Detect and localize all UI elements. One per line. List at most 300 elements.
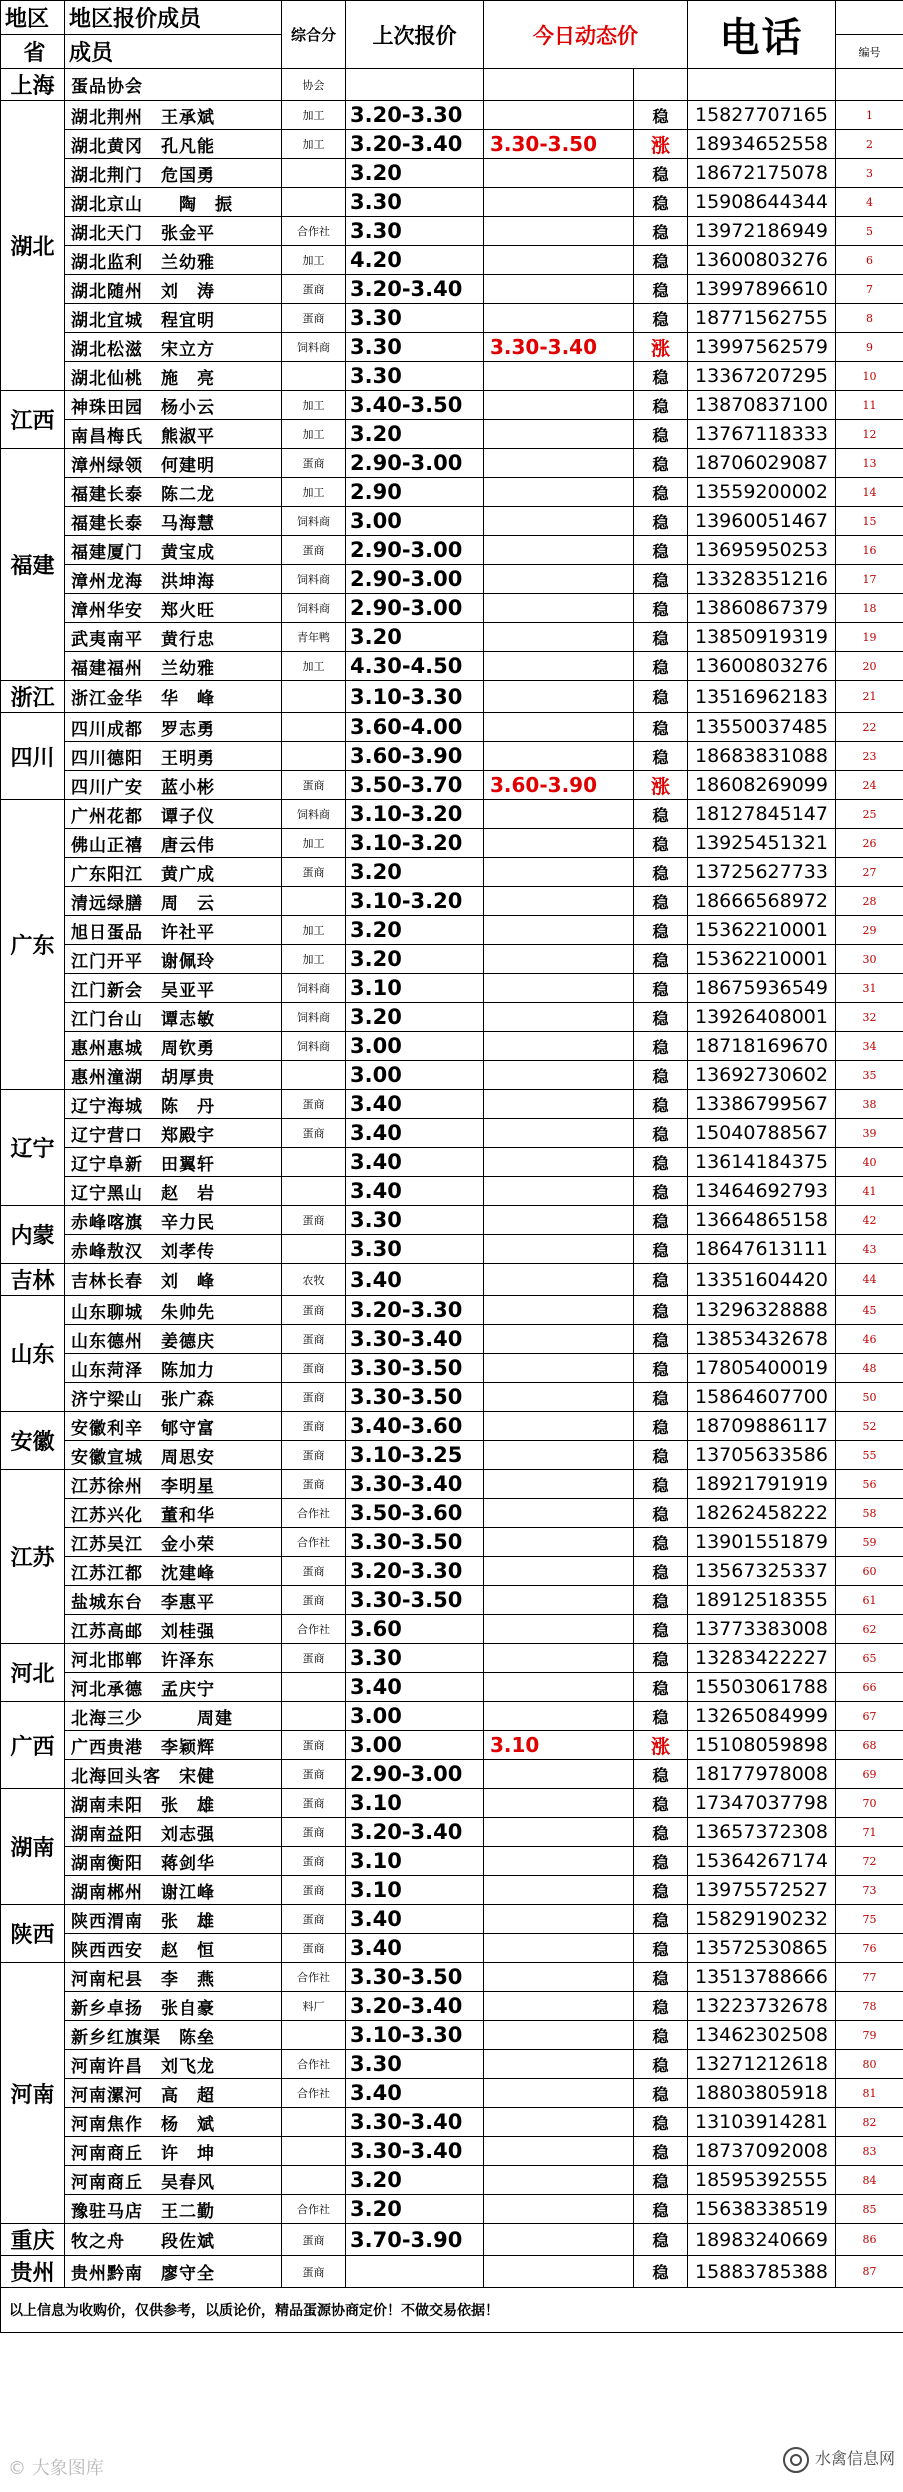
category-cell: 蛋商 — [282, 858, 346, 887]
last-quote-cell — [346, 69, 484, 101]
category-cell: 加工 — [282, 246, 346, 275]
index-cell: 70 — [836, 1789, 903, 1818]
last-quote-cell: 3.30 — [346, 1644, 484, 1673]
last-quote-cell: 3.10-3.20 — [346, 829, 484, 858]
trend-cell: 稳 — [634, 1383, 688, 1412]
category-cell: 蛋商 — [282, 1934, 346, 1963]
trend-cell: 稳 — [634, 829, 688, 858]
category-cell: 合作社 — [282, 1528, 346, 1557]
province-cell: 福建 — [1, 449, 65, 681]
last-quote-cell: 3.30-3.50 — [346, 1354, 484, 1383]
index-cell: 9 — [836, 333, 903, 362]
last-quote-cell: 3.20 — [346, 858, 484, 887]
category-cell — [282, 1235, 346, 1264]
last-quote-cell: 3.30 — [346, 2050, 484, 2079]
watermark-bar — [0, 2440, 903, 2492]
index-cell: 68 — [836, 1731, 903, 1760]
phone-cell: 18718169670 — [688, 1032, 836, 1061]
trend-cell: 稳 — [634, 1760, 688, 1789]
table-row — [1, 1934, 903, 1963]
today-price-cell — [484, 2195, 634, 2224]
last-quote-cell: 3.20 — [346, 945, 484, 974]
member-cell: 湖北黄冈 孔凡能 — [65, 130, 282, 159]
member-cell: 蛋品协会 — [65, 69, 282, 101]
index-cell: 3 — [836, 159, 903, 188]
table-row — [1, 1992, 903, 2021]
last-quote-cell: 3.60-3.90 — [346, 742, 484, 771]
category-cell: 蛋商 — [282, 1876, 346, 1905]
category-cell: 蛋商 — [282, 1383, 346, 1412]
province-cell: 吉林 — [1, 1264, 65, 1296]
trend-cell: 涨 — [634, 1731, 688, 1760]
member-cell: 四川广安 蓝小彬 — [65, 771, 282, 800]
category-cell: 农牧 — [282, 1264, 346, 1296]
last-quote-cell: 4.30-4.50 — [346, 652, 484, 681]
watermark-left: © 大象图库 — [8, 2458, 104, 2479]
index-cell: 75 — [836, 1905, 903, 1934]
member-cell: 福建福州 兰幼雅 — [65, 652, 282, 681]
last-quote-cell: 3.20 — [346, 420, 484, 449]
category-cell: 饲料商 — [282, 507, 346, 536]
last-quote-cell: 3.10-3.20 — [346, 800, 484, 829]
member-cell: 惠州惠城 周钦勇 — [65, 1032, 282, 1061]
table-row — [1, 1206, 903, 1235]
index-cell — [836, 69, 903, 101]
table-row — [1, 507, 903, 536]
category-cell: 蛋商 — [282, 1470, 346, 1499]
phone-cell: 13926408001 — [688, 1003, 836, 1032]
phone-cell: 13901551879 — [688, 1528, 836, 1557]
member-cell: 漳州华安 郑火旺 — [65, 594, 282, 623]
phone-cell: 13657372308 — [688, 1818, 836, 1847]
header-members: 地区报价成员 — [65, 1, 282, 35]
index-cell: 46 — [836, 1325, 903, 1354]
table-row — [1, 1119, 903, 1148]
category-cell — [282, 742, 346, 771]
table-row — [1, 1847, 903, 1876]
member-cell: 四川成都 罗志勇 — [65, 713, 282, 742]
index-cell: 29 — [836, 916, 903, 945]
phone-cell: 13513788666 — [688, 1963, 836, 1992]
trend-cell: 稳 — [634, 974, 688, 1003]
last-quote-cell: 3.00 — [346, 1032, 484, 1061]
category-cell: 蛋商 — [282, 1325, 346, 1354]
today-price-cell — [484, 1876, 634, 1905]
today-price-cell — [484, 1177, 634, 1206]
today-price-cell — [484, 1235, 634, 1264]
trend-cell — [634, 69, 688, 101]
table-row — [1, 2079, 903, 2108]
last-quote-cell: 3.40-3.50 — [346, 391, 484, 420]
index-cell: 7 — [836, 275, 903, 304]
table-row — [1, 217, 903, 246]
table-row — [1, 1177, 903, 1206]
last-quote-cell: 3.10 — [346, 1847, 484, 1876]
trend-cell: 稳 — [634, 2079, 688, 2108]
trend-cell: 稳 — [634, 1177, 688, 1206]
phone-cell: 13462302508 — [688, 2021, 836, 2050]
index-cell: 8 — [836, 304, 903, 333]
table-row — [1, 1644, 903, 1673]
phone-cell: 18608269099 — [688, 771, 836, 800]
trend-cell: 稳 — [634, 246, 688, 275]
watermark-right — [783, 2446, 895, 2473]
today-price-cell: 3.30-3.50 — [484, 130, 634, 159]
category-cell — [282, 1702, 346, 1731]
today-price-cell — [484, 1148, 634, 1177]
today-price-cell — [484, 1441, 634, 1470]
trend-cell: 稳 — [634, 1090, 688, 1119]
last-quote-cell: 3.30 — [346, 188, 484, 217]
last-quote-cell: 3.30-3.40 — [346, 1470, 484, 1499]
member-cell: 四川德阳 王明勇 — [65, 742, 282, 771]
last-quote-cell: 3.00 — [346, 1702, 484, 1731]
table-row — [1, 478, 903, 507]
phone-cell: 18771562755 — [688, 304, 836, 333]
trend-cell: 稳 — [634, 742, 688, 771]
province-cell: 江西 — [1, 391, 65, 449]
trend-cell: 稳 — [634, 1441, 688, 1470]
table-row — [1, 1264, 903, 1296]
category-cell — [282, 2137, 346, 2166]
today-price-cell — [484, 478, 634, 507]
trend-cell: 稳 — [634, 391, 688, 420]
province-cell: 重庆 — [1, 2224, 65, 2256]
phone-cell: 15827707165 — [688, 101, 836, 130]
index-cell: 84 — [836, 2166, 903, 2195]
last-quote-cell: 3.20-3.30 — [346, 101, 484, 130]
last-quote-cell: 3.10-3.20 — [346, 887, 484, 916]
today-price-cell — [484, 1325, 634, 1354]
header-index: 编号 — [836, 35, 903, 69]
phone-cell: 13767118333 — [688, 420, 836, 449]
index-cell: 73 — [836, 1876, 903, 1905]
trend-cell: 稳 — [634, 1119, 688, 1148]
last-quote-cell: 3.00 — [346, 507, 484, 536]
trend-cell: 稳 — [634, 1148, 688, 1177]
header-index-blank — [836, 1, 903, 35]
member-cell: 新乡卓扬 张自豪 — [65, 1992, 282, 2021]
phone-cell: 18683831088 — [688, 742, 836, 771]
member-cell: 福建长泰 马海慧 — [65, 507, 282, 536]
phone-cell: 13296328888 — [688, 1296, 836, 1325]
category-cell: 蛋商 — [282, 1296, 346, 1325]
table-row — [1, 304, 903, 333]
category-cell: 蛋商 — [282, 1354, 346, 1383]
today-price-cell — [484, 1499, 634, 1528]
trend-cell: 稳 — [634, 1673, 688, 1702]
table-row — [1, 2166, 903, 2195]
index-cell: 26 — [836, 829, 903, 858]
category-cell — [282, 2108, 346, 2137]
table-row — [1, 1061, 903, 1090]
category-cell: 蛋商 — [282, 1818, 346, 1847]
trend-cell: 稳 — [634, 1264, 688, 1296]
member-cell: 贵州黔南 廖守全 — [65, 2256, 282, 2288]
member-cell: 江苏徐州 李明星 — [65, 1470, 282, 1499]
index-cell: 85 — [836, 2195, 903, 2224]
index-cell: 40 — [836, 1148, 903, 1177]
last-quote-cell: 3.50-3.60 — [346, 1499, 484, 1528]
category-cell: 合作社 — [282, 217, 346, 246]
index-cell: 79 — [836, 2021, 903, 2050]
trend-cell: 稳 — [634, 2166, 688, 2195]
index-cell: 11 — [836, 391, 903, 420]
last-quote-cell: 3.20 — [346, 623, 484, 652]
member-cell: 湖北天门 张金平 — [65, 217, 282, 246]
index-cell: 80 — [836, 2050, 903, 2079]
today-price-cell — [484, 1992, 634, 2021]
index-cell: 52 — [836, 1412, 903, 1441]
category-cell: 蛋商 — [282, 1557, 346, 1586]
member-cell: 江苏江都 沈建峰 — [65, 1557, 282, 1586]
trend-cell: 稳 — [634, 858, 688, 887]
table-row — [1, 771, 903, 800]
today-price-cell — [484, 800, 634, 829]
table-row — [1, 1441, 903, 1470]
today-price-cell — [484, 420, 634, 449]
province-cell: 四川 — [1, 713, 65, 800]
last-quote-cell: 3.30 — [346, 333, 484, 362]
index-cell: 56 — [836, 1470, 903, 1499]
today-price-cell — [484, 565, 634, 594]
phone-cell: 13559200002 — [688, 478, 836, 507]
member-cell: 河南杞县 李 燕 — [65, 1963, 282, 1992]
member-cell: 湖北松滋 宋立方 — [65, 333, 282, 362]
last-quote-cell: 3.10 — [346, 1876, 484, 1905]
today-price-cell — [484, 1586, 634, 1615]
province-cell: 湖北 — [1, 101, 65, 391]
member-cell: 湖南耒阳 张 雄 — [65, 1789, 282, 1818]
disclaimer-note: 以上信息为收购价，仅供参考，以质论价，精品蛋源协商定价！不做交易依据！ — [1, 2288, 903, 2333]
category-cell: 合作社 — [282, 1499, 346, 1528]
phone-cell: 18803805918 — [688, 2079, 836, 2108]
trend-cell: 稳 — [634, 1499, 688, 1528]
trend-cell: 稳 — [634, 1470, 688, 1499]
trend-cell: 稳 — [634, 2256, 688, 2288]
today-price-cell — [484, 536, 634, 565]
today-price-cell — [484, 1264, 634, 1296]
last-quote-cell: 3.20-3.40 — [346, 130, 484, 159]
member-cell: 河北承德 孟庆宁 — [65, 1673, 282, 1702]
phone-cell: 13925451321 — [688, 829, 836, 858]
index-cell: 38 — [836, 1090, 903, 1119]
index-cell: 32 — [836, 1003, 903, 1032]
trend-cell: 稳 — [634, 800, 688, 829]
today-price-cell — [484, 217, 634, 246]
index-cell: 48 — [836, 1354, 903, 1383]
table-row — [1, 1615, 903, 1644]
member-cell: 山东德州 姜德庆 — [65, 1325, 282, 1354]
today-price-cell — [484, 449, 634, 478]
last-quote-cell: 3.10-3.30 — [346, 2021, 484, 2050]
last-quote-cell: 3.30-3.50 — [346, 1528, 484, 1557]
phone-cell: 13386799567 — [688, 1090, 836, 1119]
last-quote-cell: 3.30-3.50 — [346, 1586, 484, 1615]
wechat-logo-icon — [783, 2447, 809, 2473]
last-quote-cell: 3.20-3.30 — [346, 1296, 484, 1325]
member-cell: 河南许昌 刘飞龙 — [65, 2050, 282, 2079]
last-quote-cell: 3.10 — [346, 974, 484, 1003]
today-price-cell — [484, 681, 634, 713]
category-cell: 饲料商 — [282, 565, 346, 594]
phone-cell: 13600803276 — [688, 246, 836, 275]
index-cell: 30 — [836, 945, 903, 974]
category-cell: 加工 — [282, 420, 346, 449]
table-row — [1, 536, 903, 565]
table-row — [1, 2256, 903, 2288]
index-cell: 2 — [836, 130, 903, 159]
category-cell: 加工 — [282, 652, 346, 681]
phone-cell — [688, 69, 836, 101]
table-row — [1, 1557, 903, 1586]
phone-cell: 13860867379 — [688, 594, 836, 623]
province-cell: 内蒙 — [1, 1206, 65, 1264]
trend-cell: 稳 — [634, 507, 688, 536]
today-price-cell — [484, 1905, 634, 1934]
trend-cell: 稳 — [634, 2224, 688, 2256]
province-cell: 上海 — [1, 69, 65, 101]
table-row — [1, 565, 903, 594]
province-cell: 陕西 — [1, 1905, 65, 1963]
trend-cell: 稳 — [634, 565, 688, 594]
price-rows — [1, 69, 903, 2288]
trend-cell: 稳 — [634, 1235, 688, 1264]
last-quote-cell: 2.90-3.00 — [346, 1760, 484, 1789]
today-price-cell — [484, 2224, 634, 2256]
member-cell: 惠州潼湖 胡厚贵 — [65, 1061, 282, 1090]
category-cell: 合作社 — [282, 1615, 346, 1644]
trend-cell: 稳 — [634, 1876, 688, 1905]
last-quote-cell: 2.90-3.00 — [346, 536, 484, 565]
trend-cell: 稳 — [634, 1586, 688, 1615]
trend-cell: 稳 — [634, 2137, 688, 2166]
index-cell: 45 — [836, 1296, 903, 1325]
last-quote-cell: 3.40 — [346, 1177, 484, 1206]
last-quote-cell: 3.20 — [346, 1003, 484, 1032]
member-cell: 福建厦门 黄宝成 — [65, 536, 282, 565]
today-price-cell — [484, 362, 634, 391]
table-row — [1, 1354, 903, 1383]
table-row — [1, 800, 903, 829]
member-cell: 江门新会 吴亚平 — [65, 974, 282, 1003]
last-quote-cell: 3.40-3.60 — [346, 1412, 484, 1441]
phone-cell: 13960051467 — [688, 507, 836, 536]
phone-cell: 13328351216 — [688, 565, 836, 594]
phone-cell: 13850919319 — [688, 623, 836, 652]
trend-cell: 稳 — [634, 713, 688, 742]
phone-cell: 13972186949 — [688, 217, 836, 246]
member-cell: 旭日蛋品 许社平 — [65, 916, 282, 945]
phone-cell: 18672175078 — [688, 159, 836, 188]
today-price-cell — [484, 594, 634, 623]
trend-cell: 稳 — [634, 1847, 688, 1876]
today-price-cell — [484, 1615, 634, 1644]
today-price-cell — [484, 1354, 634, 1383]
trend-cell: 稳 — [634, 623, 688, 652]
phone-cell: 13550037485 — [688, 713, 836, 742]
category-cell: 蛋商 — [282, 1441, 346, 1470]
member-cell: 漳州龙海 洪坤海 — [65, 565, 282, 594]
today-price-cell — [484, 623, 634, 652]
table-row — [1, 1731, 903, 1760]
category-cell: 蛋商 — [282, 1731, 346, 1760]
index-cell: 39 — [836, 1119, 903, 1148]
trend-cell: 稳 — [634, 945, 688, 974]
phone-cell: 13572530865 — [688, 1934, 836, 1963]
category-cell: 饲料商 — [282, 594, 346, 623]
index-cell: 24 — [836, 771, 903, 800]
index-cell: 25 — [836, 800, 903, 829]
table-row — [1, 2195, 903, 2224]
province-cell: 广西 — [1, 1702, 65, 1789]
phone-cell: 18709886117 — [688, 1412, 836, 1441]
category-cell: 加工 — [282, 391, 346, 420]
last-quote-cell: 3.00 — [346, 1061, 484, 1090]
last-quote-cell: 3.30-3.40 — [346, 2108, 484, 2137]
today-price-cell — [484, 713, 634, 742]
index-cell: 23 — [836, 742, 903, 771]
today-price-cell: 3.60-3.90 — [484, 771, 634, 800]
table-row — [1, 1470, 903, 1499]
category-cell: 蛋商 — [282, 1760, 346, 1789]
phone-cell: 13997896610 — [688, 275, 836, 304]
trend-cell: 稳 — [634, 159, 688, 188]
today-price-cell — [484, 916, 634, 945]
table-row — [1, 2108, 903, 2137]
last-quote-cell: 3.20-3.40 — [346, 1818, 484, 1847]
category-cell: 饲料商 — [282, 333, 346, 362]
phone-cell: 15364267174 — [688, 1847, 836, 1876]
category-cell: 蛋商 — [282, 275, 346, 304]
table-row — [1, 333, 903, 362]
table-row — [1, 1325, 903, 1354]
phone-cell: 13103914281 — [688, 2108, 836, 2137]
trend-cell: 稳 — [634, 1003, 688, 1032]
index-cell: 61 — [836, 1586, 903, 1615]
today-price-cell — [484, 652, 634, 681]
index-cell: 58 — [836, 1499, 903, 1528]
trend-cell: 稳 — [634, 2108, 688, 2137]
category-cell: 蛋商 — [282, 1644, 346, 1673]
trend-cell: 涨 — [634, 771, 688, 800]
trend-cell: 稳 — [634, 1934, 688, 1963]
index-cell: 14 — [836, 478, 903, 507]
today-price-cell — [484, 1412, 634, 1441]
index-cell: 82 — [836, 2108, 903, 2137]
member-cell: 辽宁黑山 赵 岩 — [65, 1177, 282, 1206]
last-quote-cell: 3.30 — [346, 362, 484, 391]
index-cell: 66 — [836, 1673, 903, 1702]
phone-cell: 15362210001 — [688, 916, 836, 945]
phone-cell: 15362210001 — [688, 945, 836, 974]
category-cell: 合作社 — [282, 2079, 346, 2108]
member-cell: 赤峰喀旗 辛力民 — [65, 1206, 282, 1235]
phone-cell: 13695950253 — [688, 536, 836, 565]
member-cell: 广西贵港 李颖辉 — [65, 1731, 282, 1760]
last-quote-cell: 3.60 — [346, 1615, 484, 1644]
category-cell: 蛋商 — [282, 449, 346, 478]
today-price-cell — [484, 2166, 634, 2195]
trend-cell: 稳 — [634, 916, 688, 945]
last-quote-cell: 3.00 — [346, 1731, 484, 1760]
category-cell: 蛋商 — [282, 1847, 346, 1876]
category-cell: 合作社 — [282, 2050, 346, 2079]
member-cell: 湖北荆门 危国勇 — [65, 159, 282, 188]
member-cell: 辽宁海城 陈 丹 — [65, 1090, 282, 1119]
index-cell: 81 — [836, 2079, 903, 2108]
index-cell: 34 — [836, 1032, 903, 1061]
